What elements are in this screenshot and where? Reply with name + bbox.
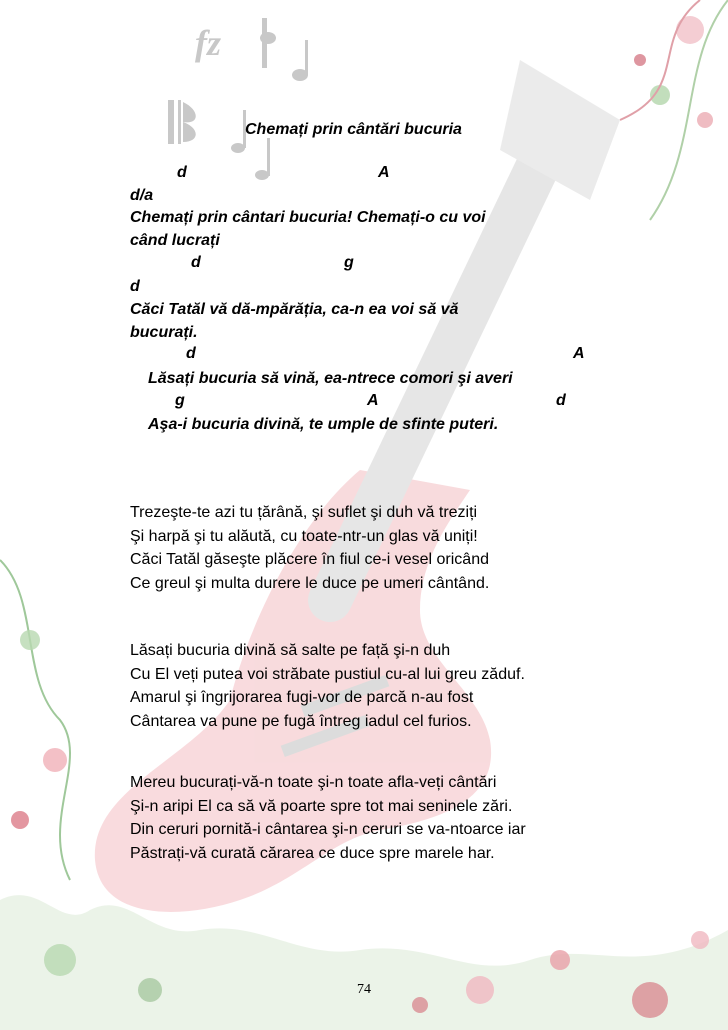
chorus-chord-line: d/a (130, 187, 154, 204)
verse-1 (130, 501, 489, 595)
chord: A (573, 345, 585, 362)
verse-line: Păstrați-vă curată cărarea ce duce spre marele har. (130, 844, 495, 862)
verse-line: Căci Tatăl găseşte plăcere în fiul ce-i vesel oricând (130, 551, 489, 568)
floral-decoration-top-right (620, 0, 728, 220)
chorus-line: Căci Tatăl vă dă-mpărăția, ca-n ea voi să vă (130, 301, 459, 318)
music-symbols (168, 18, 308, 180)
verse-line: Cântarea va pune pe fugă întreg iadul cel furios. (130, 712, 472, 730)
verse-line: Cu El veți putea voi străbate pustiul cu-al lui greu zăduf. (130, 665, 525, 683)
chorus-line: bucurați. (130, 324, 198, 341)
chorus-chord-line: d (130, 278, 140, 295)
verse-line: Din ceruri pornită-i cântarea şi-n ceruri se va-ntoarce iar (130, 821, 526, 838)
verse-line: Trezeşte-te azi tu țărână, şi suflet şi duh vă treziți (130, 504, 478, 521)
chorus-line: Aşa-i bucuria divină, te umple de sfinte puteri. (148, 416, 499, 433)
verse-line: Lăsați bucuria divină să salte pe față şi-n duh (130, 642, 451, 659)
chord: A (367, 392, 379, 409)
chord: g (175, 392, 185, 409)
verse-line: Amarul şi îngrijorarea fugi-vor de parcă n-au fost (130, 689, 474, 706)
chord: d (177, 164, 187, 181)
floral-decoration-bottom (0, 895, 728, 1030)
verse-2 (130, 639, 525, 733)
verse-3 (130, 771, 526, 865)
song-title: Chemați prin cântări bucuria (245, 121, 462, 138)
chorus-line: Lăsați bucuria să vină, ea-ntrece comori şi averi (148, 370, 513, 387)
verse-line: Şi harpă şi tu alăută, cu toate-ntr-un glas vă uniți! (130, 527, 478, 545)
verse-line: Şi-n aripi El ca să vă poarte spre tot mai seninele zări. (130, 797, 513, 815)
svg-text:fz: fz (195, 23, 221, 63)
chord: d (186, 345, 196, 362)
page-number: 74 (357, 982, 371, 997)
chord: d (556, 392, 566, 409)
chord: A (378, 164, 390, 181)
chorus-line: Chemați prin cântari bucuria! Chemați-o cu voi (130, 209, 486, 226)
floral-decoration-left (0, 560, 70, 880)
chorus-line: când lucrați (130, 232, 220, 249)
verse-line: Mereu bucurați-vă-n toate şi-n toate afla-veți cântări (130, 774, 497, 791)
verse-line: Ce greul şi multa durere le duce pe umeri cântând. (130, 574, 490, 592)
chord: d (191, 254, 201, 271)
chord: g (344, 254, 354, 271)
